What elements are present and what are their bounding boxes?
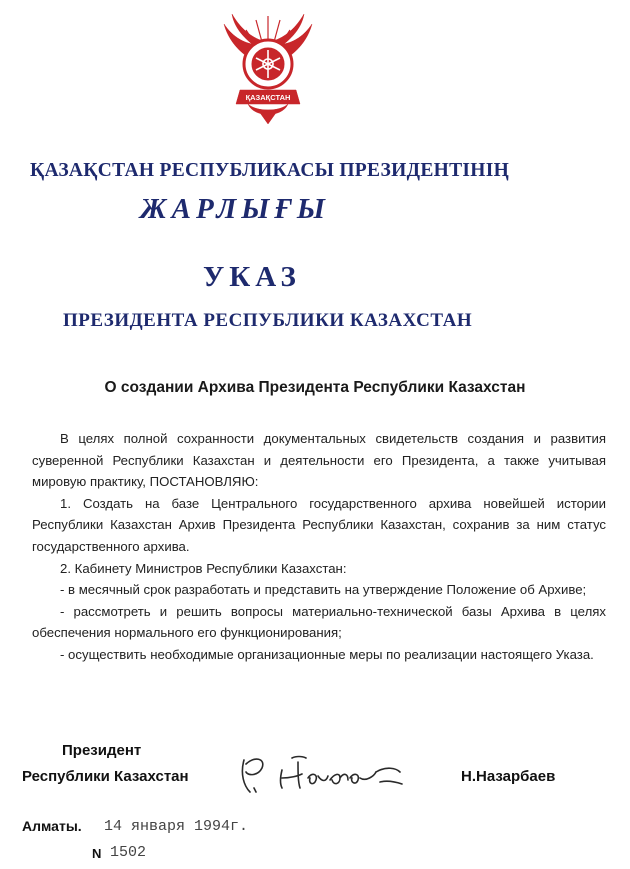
emblem-caption: ҚАЗАҚСТАН [245,93,291,102]
header-russian-title: ПРЕЗИДЕНТА РЕСПУБЛИКИ КАЗАХСТАН [63,310,473,331]
state-emblem-icon [218,6,318,126]
header-kazakh-decree: ЖАРЛЫҒЫ [140,193,331,225]
paragraph-preamble: В целях полной сохранности документальных свидетельств создания и развития суверенной Республики Казахстан и деятельности его Президента, а также учитывая мировую практику, ПОСТАНОВЛЯЮ: [32,431,606,490]
decree-number-label: N [92,846,102,861]
decree-date: 14 января 1994г. [104,818,249,835]
paragraph-subitem-3: - осуществить необходимые организационные меры по реализации настоящего Указа. [60,646,594,662]
header-russian-decree: УКАЗ [203,261,301,293]
signatory-title-line1: Президент [62,742,142,759]
paragraph-item-1: 1. Создать на базе Центрального государственного архива новейшей истории Республики Казахстан Архив Президента Республики Казахстан, сохранив за ним статус государственного архива. [32,495,606,554]
handwritten-signature [236,748,406,800]
signatory-name: Н.Назарбаев [461,768,556,785]
place-label: Алматы. [22,818,82,834]
header-kazakh-title: ҚАЗАҚСТАН РЕСПУБЛИКАСЫ ПРЕЗИДЕНТІНІҢ [30,160,510,181]
document-title: О создании Архива Президента Республики Казахстан [104,379,526,396]
signatory-title-line2: Республики Казахстан [22,768,189,785]
decree-number: 1502 [110,844,147,861]
paragraph-subitem-2: - рассмотреть и решить вопросы материально-технической базы Архива в целях обеспечения нормального его функционирования; [32,603,606,641]
paragraph-subitem-1: - в месячный срок разработать и представить на утверждение Положение об Архиве; [60,582,587,598]
paragraph-item-2: 2. Кабинету Министров Республики Казахстан: [60,560,347,576]
document-body [32,428,606,666]
